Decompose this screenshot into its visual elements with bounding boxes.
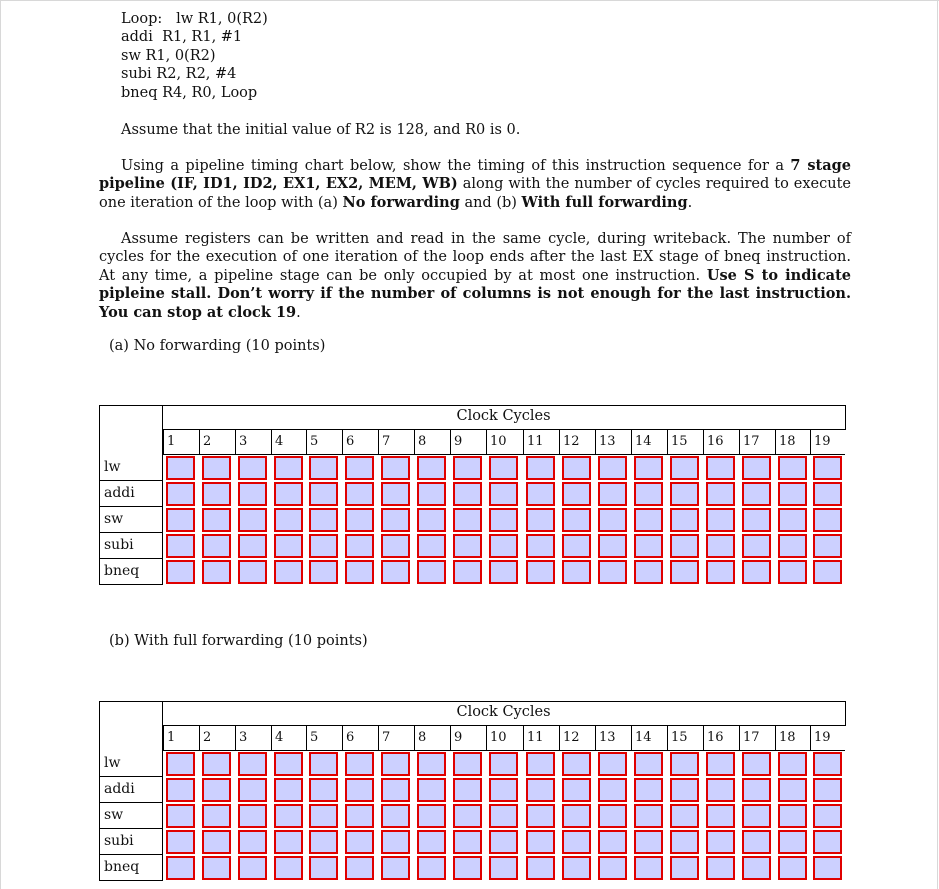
no-forwarding-cell[interactable] <box>634 456 663 480</box>
clock-number: 6 <box>342 430 378 454</box>
full-forwarding-cell[interactable] <box>670 804 699 828</box>
no-forwarding-cell[interactable] <box>453 456 482 480</box>
full-forwarding-cell[interactable] <box>453 856 482 880</box>
no-forwarding-cell[interactable] <box>381 560 410 584</box>
full-forwarding-cell[interactable] <box>202 830 231 854</box>
no-forwarding-cell[interactable] <box>166 482 195 506</box>
clock-number: 12 <box>559 430 595 454</box>
no-forwarding-cell[interactable] <box>598 456 627 480</box>
no-forwarding-cell[interactable] <box>778 508 807 532</box>
clock-number: 7 <box>378 430 414 454</box>
no-forwarding-cell[interactable] <box>274 560 303 584</box>
no-forwarding-cell[interactable] <box>562 482 591 506</box>
assembly-code <box>121 10 268 102</box>
clock-number: 2 <box>199 430 235 454</box>
no-forwarding-cell[interactable] <box>345 534 374 558</box>
no-forwarding-cell[interactable] <box>345 482 374 506</box>
no-forwarding-cell[interactable] <box>598 508 627 532</box>
no-forwarding-cell[interactable] <box>742 508 771 532</box>
no-forwarding-cell[interactable] <box>634 534 663 558</box>
full-forwarding-cell[interactable] <box>742 804 771 828</box>
full-forwarding-cell[interactable] <box>562 752 591 776</box>
full-forwarding-cell[interactable] <box>381 778 410 802</box>
no-forwarding-cell[interactable] <box>238 534 267 558</box>
clock-number: 9 <box>450 430 486 454</box>
no-forwarding-cell[interactable] <box>670 534 699 558</box>
clock-number-row <box>163 429 845 455</box>
no-forwarding-cell[interactable] <box>202 482 231 506</box>
full-forwarding-cell[interactable] <box>238 830 267 854</box>
clock-number: 15 <box>667 726 703 750</box>
instruction-label-lw: lw <box>99 455 163 481</box>
full-forwarding-cell[interactable] <box>489 752 518 776</box>
para2-text: along with the number of cycles required to execute one iteration of the loop with (a) <box>99 176 851 211</box>
no-forwarding-cell[interactable] <box>706 508 735 532</box>
para3-bold-instruction: Use S to indicate pipleine stall. Don’t worry if the number of columns is not enough for the last instruction. You can stop at clock 19 <box>99 266 851 321</box>
full-forwarding-cell[interactable] <box>634 752 663 776</box>
no-forwarding-cell[interactable] <box>309 534 338 558</box>
no-forwarding-cell[interactable] <box>489 456 518 480</box>
full-forwarding-cell[interactable] <box>274 830 303 854</box>
no-forwarding-cell[interactable] <box>598 534 627 558</box>
full-forwarding-cell[interactable] <box>778 856 807 880</box>
clock-number: 6 <box>342 726 378 750</box>
full-forwarding-cell[interactable] <box>526 830 555 854</box>
full-forwarding-cell[interactable] <box>345 752 374 776</box>
instruction-label-bneq: bneq <box>99 559 163 585</box>
full-forwarding-cell[interactable] <box>598 830 627 854</box>
instruction-label-sw: sw <box>99 507 163 533</box>
chart-left-border <box>99 701 100 751</box>
no-forwarding-cell[interactable] <box>526 534 555 558</box>
full-forwarding-cell[interactable] <box>417 752 446 776</box>
instruction-label-subi: subi <box>99 533 163 559</box>
para2-text: . <box>687 194 693 211</box>
no-forwarding-cell[interactable] <box>202 560 231 584</box>
full-forwarding-cell[interactable] <box>381 830 410 854</box>
full-forwarding-cell[interactable] <box>238 752 267 776</box>
no-forwarding-cell[interactable] <box>706 456 735 480</box>
clock-number: 16 <box>703 726 739 750</box>
full-forwarding-cell[interactable] <box>778 778 807 802</box>
full-forwarding-cell[interactable] <box>742 856 771 880</box>
no-forwarding-cell[interactable] <box>166 508 195 532</box>
full-forwarding-cell[interactable] <box>274 778 303 802</box>
no-forwarding-cell[interactable] <box>202 508 231 532</box>
no-forwarding-cell[interactable] <box>634 508 663 532</box>
no-forwarding-cell[interactable] <box>453 534 482 558</box>
clock-number: 14 <box>631 726 667 750</box>
full-forwarding-cell[interactable] <box>309 856 338 880</box>
no-forwarding-cell[interactable] <box>706 482 735 506</box>
full-forwarding-cell[interactable] <box>562 830 591 854</box>
full-forwarding-cell[interactable] <box>238 804 267 828</box>
no-forwarding-cell[interactable] <box>309 560 338 584</box>
no-forwarding-cell[interactable] <box>381 482 410 506</box>
full-forwarding-cell[interactable] <box>166 778 195 802</box>
full-forwarding-cell[interactable] <box>778 752 807 776</box>
code-line: addi R1, R1, #1 <box>121 29 243 46</box>
no-forwarding-cell[interactable] <box>238 482 267 506</box>
para3-text: . <box>296 304 301 321</box>
full-forwarding-cell[interactable] <box>166 752 195 776</box>
full-forwarding-cell[interactable] <box>238 856 267 880</box>
full-forwarding-cell[interactable] <box>670 830 699 854</box>
full-forwarding-cell[interactable] <box>813 778 842 802</box>
initial-values-paragraph <box>99 121 851 139</box>
no-forwarding-cell[interactable] <box>778 482 807 506</box>
clock-number: 15 <box>667 430 703 454</box>
para2-bold-no-forwarding: No forwarding <box>342 193 460 211</box>
instruction-label-addi: addi <box>99 481 163 507</box>
instruction-label-subi: subi <box>99 829 163 855</box>
full-forwarding-cell[interactable] <box>598 778 627 802</box>
para3-text: Assume registers can be written and read in the same cycle, during writeback. The number of cycles for the execution of one iteration of the loop ends after the last EX stage of bneq instruction. At any time, a pipeline stage can be only occupied by at most one instruction. <box>99 231 851 284</box>
para2-bold-pipeline: 7 stage pipeline (IF, ID1, ID2, EX1, EX2, MEM, WB) <box>99 157 851 193</box>
full-forwarding-cell[interactable] <box>562 804 591 828</box>
full-forwarding-cell[interactable] <box>345 830 374 854</box>
no-forwarding-cell[interactable] <box>742 482 771 506</box>
full-forwarding-cell[interactable] <box>778 804 807 828</box>
no-forwarding-cell[interactable] <box>670 456 699 480</box>
full-forwarding-cell[interactable] <box>453 778 482 802</box>
full-forwarding-cell[interactable] <box>166 830 195 854</box>
full-forwarding-cell[interactable] <box>813 804 842 828</box>
full-forwarding-cell[interactable] <box>598 752 627 776</box>
full-forwarding-cell[interactable] <box>417 856 446 880</box>
no-forwarding-cell[interactable] <box>381 534 410 558</box>
clock-number: 2 <box>199 726 235 750</box>
full-forwarding-cell[interactable] <box>202 856 231 880</box>
no-forwarding-cell[interactable] <box>381 456 410 480</box>
full-forwarding-cell[interactable] <box>489 804 518 828</box>
no-forwarding-cell[interactable] <box>166 560 195 584</box>
assumptions-paragraph <box>99 230 851 322</box>
full-forwarding-cell[interactable] <box>813 856 842 880</box>
clock-number: 5 <box>306 726 342 750</box>
no-forwarding-cell[interactable] <box>238 456 267 480</box>
no-forwarding-cell[interactable] <box>166 456 195 480</box>
no-forwarding-cell[interactable] <box>778 456 807 480</box>
full-forwarding-cell[interactable] <box>706 856 735 880</box>
full-forwarding-cell[interactable] <box>634 778 663 802</box>
no-forwarding-cell[interactable] <box>489 482 518 506</box>
no-forwarding-cell[interactable] <box>238 560 267 584</box>
full-forwarding-cell[interactable] <box>526 804 555 828</box>
no-forwarding-cell[interactable] <box>670 482 699 506</box>
clock-number: 4 <box>271 430 306 454</box>
clock-number: 10 <box>486 430 523 454</box>
no-forwarding-cell[interactable] <box>670 560 699 584</box>
no-forwarding-cell[interactable] <box>813 560 842 584</box>
part-b-label: (b) With full forwarding (10 points) <box>109 633 368 649</box>
page-top-border <box>0 0 939 5</box>
full-forwarding-cell[interactable] <box>381 752 410 776</box>
full-forwarding-cell[interactable] <box>813 752 842 776</box>
clock-number: 4 <box>271 726 306 750</box>
clock-number: 18 <box>775 430 810 454</box>
clock-number: 18 <box>775 726 810 750</box>
full-forwarding-cell[interactable] <box>778 830 807 854</box>
full-forwarding-cell[interactable] <box>453 804 482 828</box>
full-forwarding-cell[interactable] <box>202 778 231 802</box>
full-forwarding-cell[interactable] <box>309 804 338 828</box>
clock-number: 19 <box>810 726 845 750</box>
instruction-label-addi: addi <box>99 777 163 803</box>
no-forwarding-cell[interactable] <box>634 482 663 506</box>
para1-text: Assume that the initial value of R2 is 128, and R0 is 0. <box>121 122 521 138</box>
no-forwarding-cell[interactable] <box>345 508 374 532</box>
no-forwarding-cell[interactable] <box>274 482 303 506</box>
no-forwarding-cell[interactable] <box>634 560 663 584</box>
no-forwarding-cell[interactable] <box>526 508 555 532</box>
no-forwarding-cell[interactable] <box>309 482 338 506</box>
no-forwarding-cell[interactable] <box>562 534 591 558</box>
code-line: sw R1, 0(R2) <box>121 47 216 64</box>
clock-number: 17 <box>739 430 775 454</box>
no-forwarding-cell[interactable] <box>562 560 591 584</box>
full-forwarding-cell[interactable] <box>670 778 699 802</box>
full-forwarding-cell[interactable] <box>598 804 627 828</box>
no-forwarding-cell[interactable] <box>309 508 338 532</box>
clock-number: 1 <box>163 430 199 454</box>
full-forwarding-cell[interactable] <box>417 804 446 828</box>
para2-bold-full-forwarding: With full forwarding <box>521 193 688 211</box>
no-forwarding-cell[interactable] <box>345 456 374 480</box>
full-forwarding-cell[interactable] <box>526 856 555 880</box>
no-forwarding-cell[interactable] <box>598 560 627 584</box>
no-forwarding-cell[interactable] <box>526 560 555 584</box>
no-forwarding-cell[interactable] <box>670 508 699 532</box>
full-forwarding-cell[interactable] <box>670 752 699 776</box>
full-forwarding-cell[interactable] <box>202 752 231 776</box>
no-forwarding-cell[interactable] <box>238 508 267 532</box>
clock-number: 11 <box>523 430 559 454</box>
no-forwarding-cell[interactable] <box>598 482 627 506</box>
full-forwarding-cell[interactable] <box>166 856 195 880</box>
no-forwarding-cell[interactable] <box>562 508 591 532</box>
no-forwarding-cell[interactable] <box>417 482 446 506</box>
full-forwarding-cell[interactable] <box>670 856 699 880</box>
full-forwarding-cell[interactable] <box>274 752 303 776</box>
full-forwarding-cell[interactable] <box>526 778 555 802</box>
full-forwarding-cell[interactable] <box>166 804 195 828</box>
no-forwarding-cell[interactable] <box>526 482 555 506</box>
clock-number: 12 <box>559 726 595 750</box>
no-forwarding-cell[interactable] <box>742 560 771 584</box>
no-forwarding-cell[interactable] <box>489 534 518 558</box>
para2-text: and (b) <box>459 194 522 211</box>
full-forwarding-cell[interactable] <box>706 830 735 854</box>
clock-number: 17 <box>739 726 775 750</box>
no-forwarding-cell[interactable] <box>813 534 842 558</box>
instruction-label-sw: sw <box>99 803 163 829</box>
code-line: Loop: lw R1, 0(R2) <box>121 11 268 27</box>
full-forwarding-cell[interactable] <box>345 804 374 828</box>
full-forwarding-cell[interactable] <box>634 830 663 854</box>
clock-cycles-header: Clock Cycles <box>456 704 551 720</box>
code-line: subi R2, R2, #4 <box>121 66 237 83</box>
full-forwarding-cell[interactable] <box>309 830 338 854</box>
no-forwarding-cell[interactable] <box>706 534 735 558</box>
clock-number: 16 <box>703 430 739 454</box>
clock-number: 3 <box>235 726 271 750</box>
clock-cycles-header: Clock Cycles <box>456 408 551 424</box>
clock-number-row <box>163 725 845 751</box>
part-a-label: (a) No forwarding (10 points) <box>109 338 326 354</box>
no-forwarding-cell[interactable] <box>309 456 338 480</box>
no-forwarding-cell[interactable] <box>274 534 303 558</box>
full-forwarding-cell[interactable] <box>742 778 771 802</box>
no-forwarding-cell[interactable] <box>166 534 195 558</box>
no-forwarding-cell[interactable] <box>453 482 482 506</box>
full-forwarding-cell[interactable] <box>634 804 663 828</box>
instruction-label-bneq: bneq <box>99 855 163 881</box>
full-forwarding-cell[interactable] <box>489 856 518 880</box>
full-forwarding-cell[interactable] <box>634 856 663 880</box>
no-forwarding-cell[interactable] <box>453 560 482 584</box>
full-forwarding-cell[interactable] <box>562 778 591 802</box>
full-forwarding-cell[interactable] <box>489 778 518 802</box>
full-forwarding-cell[interactable] <box>813 830 842 854</box>
clock-number: 1 <box>163 726 199 750</box>
full-forwarding-cell[interactable] <box>598 856 627 880</box>
clock-number: 9 <box>450 726 486 750</box>
full-forwarding-cell[interactable] <box>706 752 735 776</box>
full-forwarding-cell[interactable] <box>381 804 410 828</box>
clock-number: 8 <box>414 430 450 454</box>
page-left-border <box>0 0 1 889</box>
no-forwarding-cell[interactable] <box>274 508 303 532</box>
full-forwarding-cell[interactable] <box>526 752 555 776</box>
full-forwarding-cell[interactable] <box>706 778 735 802</box>
no-forwarding-cell[interactable] <box>489 508 518 532</box>
chart-left-border <box>99 405 100 455</box>
no-forwarding-cell[interactable] <box>202 534 231 558</box>
full-forwarding-cell[interactable] <box>453 752 482 776</box>
full-forwarding-cell[interactable] <box>453 830 482 854</box>
no-forwarding-cell[interactable] <box>381 508 410 532</box>
clock-number: 14 <box>631 430 667 454</box>
full-forwarding-cell[interactable] <box>417 778 446 802</box>
no-forwarding-cell[interactable] <box>778 534 807 558</box>
full-forwarding-cell[interactable] <box>489 830 518 854</box>
full-forwarding-cell[interactable] <box>562 856 591 880</box>
no-forwarding-cell[interactable] <box>489 560 518 584</box>
no-forwarding-cell[interactable] <box>526 456 555 480</box>
no-forwarding-cell[interactable] <box>706 560 735 584</box>
full-forwarding-cell[interactable] <box>274 856 303 880</box>
no-forwarding-cell[interactable] <box>813 508 842 532</box>
clock-number: 8 <box>414 726 450 750</box>
no-forwarding-cell[interactable] <box>417 560 446 584</box>
no-forwarding-cell[interactable] <box>742 456 771 480</box>
full-forwarding-cell[interactable] <box>309 778 338 802</box>
code-line: bneq R4, R0, Loop <box>121 84 258 101</box>
clock-number: 11 <box>523 726 559 750</box>
clock-number: 13 <box>595 726 631 750</box>
para2-text: Using a pipeline timing chart below, show the timing of this instruction sequence for a <box>121 158 791 174</box>
full-forwarding-cell[interactable] <box>274 804 303 828</box>
full-forwarding-cell[interactable] <box>742 752 771 776</box>
no-forwarding-cell[interactable] <box>345 560 374 584</box>
no-forwarding-cell[interactable] <box>813 482 842 506</box>
full-forwarding-cell[interactable] <box>381 856 410 880</box>
no-forwarding-cell[interactable] <box>274 456 303 480</box>
chart-corner-cell <box>99 701 163 751</box>
full-forwarding-cell[interactable] <box>417 830 446 854</box>
clock-number: 13 <box>595 430 631 454</box>
full-forwarding-cell[interactable] <box>238 778 267 802</box>
instructions-paragraph <box>99 157 851 212</box>
full-forwarding-cell[interactable] <box>742 830 771 854</box>
full-forwarding-cell[interactable] <box>706 804 735 828</box>
full-forwarding-cell[interactable] <box>345 778 374 802</box>
full-forwarding-cell[interactable] <box>309 752 338 776</box>
no-forwarding-cell[interactable] <box>417 456 446 480</box>
no-forwarding-cell[interactable] <box>202 456 231 480</box>
clock-number: 10 <box>486 726 523 750</box>
no-forwarding-cell[interactable] <box>417 508 446 532</box>
no-forwarding-cell[interactable] <box>453 508 482 532</box>
full-forwarding-cell[interactable] <box>345 856 374 880</box>
no-forwarding-cell[interactable] <box>813 456 842 480</box>
no-forwarding-cell[interactable] <box>778 560 807 584</box>
full-forwarding-cell[interactable] <box>202 804 231 828</box>
no-forwarding-cell[interactable] <box>742 534 771 558</box>
no-forwarding-cell[interactable] <box>562 456 591 480</box>
no-forwarding-cell[interactable] <box>417 534 446 558</box>
chart-corner-cell <box>99 405 163 455</box>
instruction-label-lw: lw <box>99 751 163 777</box>
clock-number: 19 <box>810 430 845 454</box>
page-right-border <box>937 0 938 889</box>
clock-number: 7 <box>378 726 414 750</box>
clock-number: 3 <box>235 430 271 454</box>
clock-number: 5 <box>306 430 342 454</box>
